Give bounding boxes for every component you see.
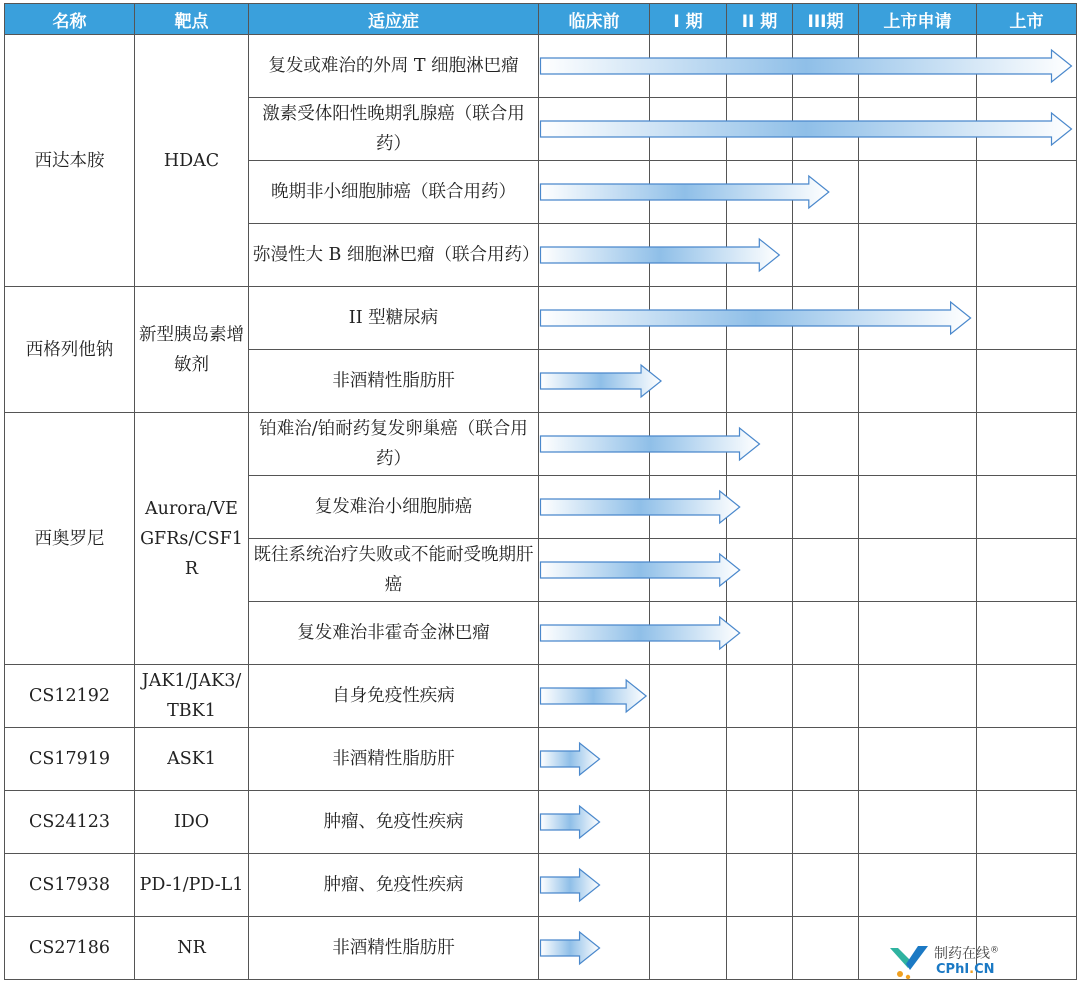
- drug-name: CS12192: [5, 665, 135, 728]
- table-row: [5, 413, 1077, 476]
- header-phase1: I 期: [650, 4, 727, 35]
- logo-en-text: CPhI.CN: [936, 962, 995, 977]
- header-target: 靶点: [135, 4, 249, 35]
- drug-target: 新型胰岛素增敏剂: [135, 287, 249, 413]
- drug-target: IDO: [135, 791, 249, 854]
- indication: 非酒精性脂肪肝: [249, 917, 539, 980]
- indication: 复发难治小细胞肺癌: [249, 476, 539, 539]
- logo-cn-text: 制药在线®: [934, 945, 999, 962]
- table-row: [5, 728, 1077, 791]
- indication: 非酒精性脂肪肝: [249, 350, 539, 413]
- drug-target: Aurora/VEGFRs/CSF1R: [135, 413, 249, 665]
- drug-target: PD-1/PD-L1: [135, 854, 249, 917]
- indication: 复发难治非霍奇金淋巴瘤: [249, 602, 539, 665]
- drug-target: JAK1/JAK3/TBK1: [135, 665, 249, 728]
- indication: 既往系统治疗失败或不能耐受晚期肝癌: [249, 539, 539, 602]
- indication: 晚期非小细胞肺癌（联合用药）: [249, 161, 539, 224]
- header-phase2: II 期: [727, 4, 793, 35]
- drug-name: 西奥罗尼: [5, 413, 135, 665]
- indication: 自身免疫性疾病: [249, 665, 539, 728]
- header-phase3: III期: [793, 4, 859, 35]
- header-approved: 上市: [977, 4, 1077, 35]
- indication: 肿瘤、免疫性疾病: [249, 791, 539, 854]
- indication: II 型糖尿病: [249, 287, 539, 350]
- cphi-logo-icon: [888, 944, 930, 980]
- drug-name: CS17919: [5, 728, 135, 791]
- header-indication: 适应症: [249, 4, 539, 35]
- table-row: [5, 35, 1077, 98]
- header-nda: 上市申请: [859, 4, 977, 35]
- indication: 肿瘤、免疫性疾病: [249, 854, 539, 917]
- header-name: 名称: [5, 4, 135, 35]
- drug-name: CS24123: [5, 791, 135, 854]
- cphi-logo: [888, 940, 1028, 982]
- indication: 非酒精性脂肪肝: [249, 728, 539, 791]
- drug-name: CS17938: [5, 854, 135, 917]
- indication: 复发或难治的外周 T 细胞淋巴瘤: [249, 35, 539, 98]
- header-row: [5, 4, 1077, 35]
- table-row: [5, 854, 1077, 917]
- table-row: [5, 791, 1077, 854]
- drug-target: HDAC: [135, 35, 249, 287]
- indication: 弥漫性大 B 细胞淋巴瘤（联合用药）: [249, 224, 539, 287]
- drug-target: NR: [135, 917, 249, 980]
- indication: 铂难治/铂耐药复发卵巢癌（联合用药）: [249, 413, 539, 476]
- drug-name: 西达本胺: [5, 35, 135, 287]
- table-row: [5, 665, 1077, 728]
- pipeline-table: [4, 3, 1077, 980]
- header-preclinical: 临床前: [539, 4, 650, 35]
- drug-name: 西格列他钠: [5, 287, 135, 413]
- table-row: [5, 287, 1077, 350]
- drug-name: CS27186: [5, 917, 135, 980]
- drug-target: ASK1: [135, 728, 249, 791]
- indication: 激素受体阳性晚期乳腺癌（联合用药）: [249, 98, 539, 161]
